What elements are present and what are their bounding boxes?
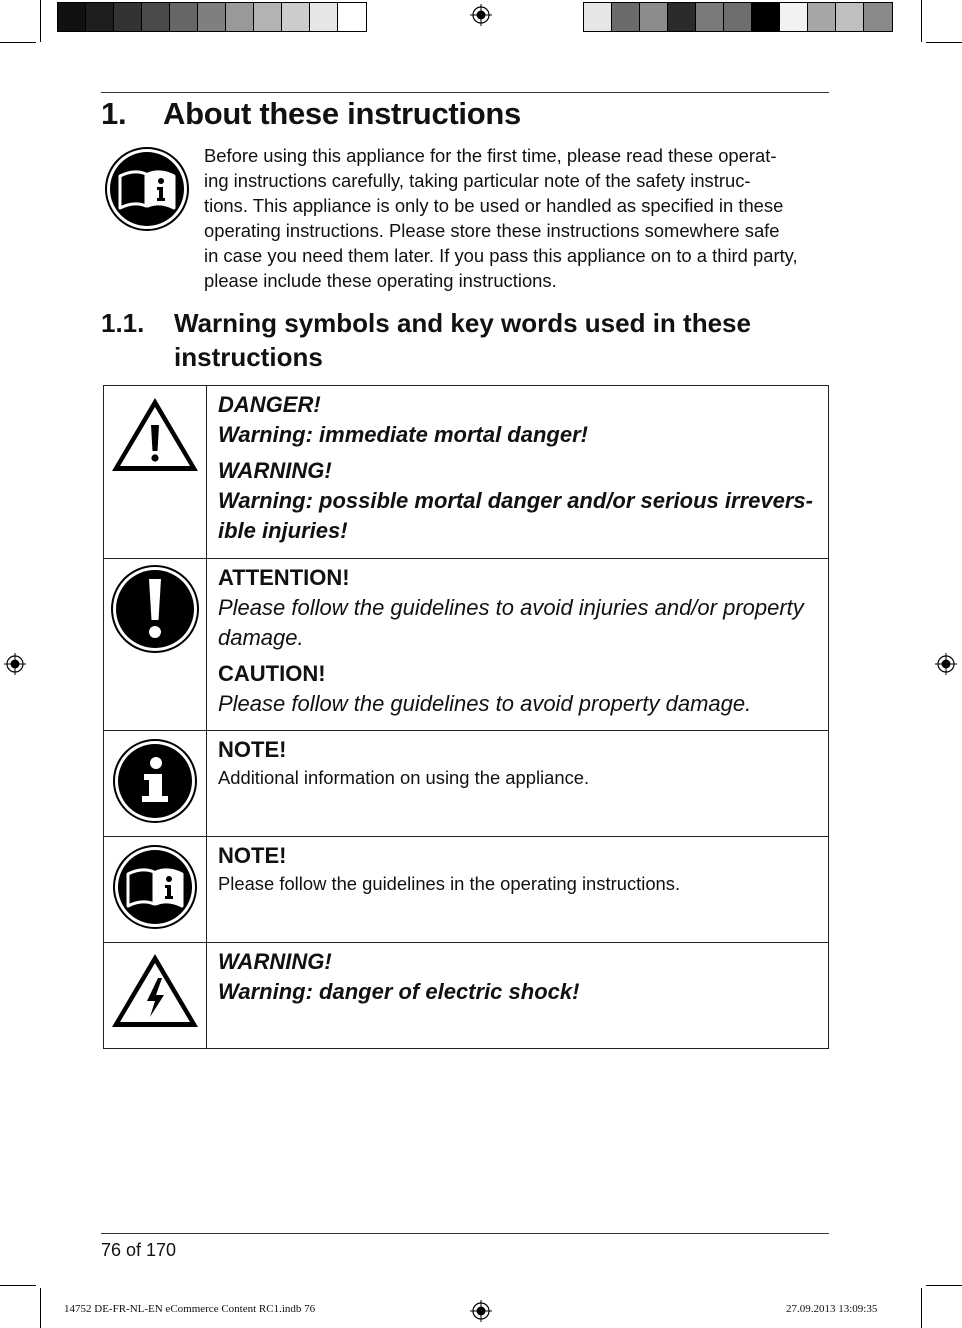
- keyword-note: NOTE!: [218, 737, 287, 762]
- section-title: About these instructions: [163, 96, 521, 131]
- registration-mark-icon: [470, 1300, 492, 1322]
- text-cell: [207, 837, 829, 943]
- color-swatch: [58, 3, 86, 31]
- color-bar-left: [57, 2, 367, 32]
- color-swatch: [142, 3, 170, 31]
- text-cell: [207, 386, 829, 559]
- color-swatch: [864, 3, 892, 31]
- keyword-caution: CAUTION!: [218, 661, 326, 686]
- description-line: Please follow the guidelines to avoid injuries and/or property: [218, 595, 804, 620]
- table-row: [104, 943, 829, 1049]
- crop-mark: [921, 0, 922, 42]
- text-cell: [207, 943, 829, 1049]
- color-swatch: [282, 3, 310, 31]
- text-cell: [207, 559, 829, 731]
- section-number: 1.: [101, 96, 127, 131]
- color-swatch: [170, 3, 198, 31]
- icon-cell: [104, 837, 207, 943]
- keyword-note: NOTE!: [218, 843, 287, 868]
- color-swatch: [310, 3, 338, 31]
- color-bar-right: [583, 2, 893, 32]
- keyword-description: Please follow the guidelines to avoid property damage.: [218, 691, 752, 716]
- color-swatch: [696, 3, 724, 31]
- table-row: [104, 731, 829, 837]
- page-number: 76 of 170: [101, 1240, 177, 1260]
- intro-line: operating instructions. Please store these instructions somewhere safe: [204, 220, 780, 241]
- print-slug-left: 14752 DE-FR-NL-EN eCommerce Content RC1.indb 76: [64, 1303, 316, 1315]
- keyword-danger: DANGER!: [218, 392, 321, 417]
- keyword-warning: WARNING!: [218, 949, 332, 974]
- warning-symbols-table: [103, 385, 829, 1049]
- crop-mark: [926, 1285, 962, 1286]
- color-swatch: [584, 3, 612, 31]
- color-swatch: [198, 3, 226, 31]
- crop-mark: [40, 0, 41, 42]
- subsection-number: 1.1.: [101, 308, 145, 338]
- section-heading: [101, 96, 521, 132]
- intro-line: Before using this appliance for the first time, please read these operat-: [204, 145, 777, 166]
- keyword-description: [218, 486, 828, 546]
- color-swatch: [612, 3, 640, 31]
- crop-mark: [0, 42, 36, 43]
- icon-cell: [104, 731, 207, 837]
- icon-cell: [104, 386, 207, 559]
- color-swatch: [226, 3, 254, 31]
- intro-line: in case you need them later. If you pass this appliance on to a third party,: [204, 245, 798, 266]
- text-cell: [207, 731, 829, 837]
- registration-mark-icon: [470, 4, 492, 26]
- intro-line: tions. This appliance is only to be used or handled as specified in these: [204, 195, 784, 216]
- description-line: damage.: [218, 625, 304, 650]
- description-line: Warning: possible mortal danger and/or serious irrevers-: [218, 488, 813, 513]
- color-swatch: [780, 3, 808, 31]
- table-row: [104, 837, 829, 943]
- icon-cell: [104, 559, 207, 731]
- icon-cell: [104, 943, 207, 1049]
- print-slug-right: 27.09.2013 13:09:35: [786, 1303, 878, 1315]
- color-swatch: [114, 3, 142, 31]
- registration-mark-icon: [4, 653, 26, 675]
- intro-paragraph: [204, 143, 836, 293]
- description-line: ible injuries!: [218, 518, 348, 543]
- bottom-rule: [101, 1233, 829, 1234]
- exclamation-circle-icon: [110, 564, 200, 654]
- keyword-warning: WARNING!: [218, 458, 332, 483]
- color-swatch: [338, 3, 366, 31]
- subsection-title-line: Warning symbols and key words used in these: [174, 308, 751, 338]
- color-swatch: [752, 3, 780, 31]
- keyword-description: Warning: danger of electric shock!: [218, 979, 580, 1004]
- color-swatch: [836, 3, 864, 31]
- info-circle-icon: [112, 738, 198, 824]
- color-swatch: [254, 3, 282, 31]
- color-swatch: [640, 3, 668, 31]
- top-rule: [101, 92, 829, 93]
- registration-mark-icon: [935, 653, 957, 675]
- warning-triangle-icon: [109, 395, 201, 475]
- color-swatch: [724, 3, 752, 31]
- table-row: [104, 559, 829, 731]
- intro-line: please include these operating instructions.: [204, 270, 557, 291]
- color-swatch: [808, 3, 836, 31]
- color-swatch: [668, 3, 696, 31]
- intro-line: ing instructions carefully, taking particular note of the safety instruc-: [204, 170, 751, 191]
- crop-mark: [926, 42, 962, 43]
- keyword-description: Warning: immediate mortal danger!: [218, 422, 588, 447]
- manual-info-icon: [112, 844, 198, 930]
- table-row: [104, 386, 829, 559]
- crop-mark: [921, 1288, 922, 1328]
- subsection-title-line: instructions: [174, 342, 323, 372]
- keyword-description: Additional information on using the appliance.: [218, 767, 590, 788]
- crop-mark: [40, 1288, 41, 1328]
- color-swatch: [86, 3, 114, 31]
- keyword-attention: ATTENTION!: [218, 565, 350, 590]
- keyword-description: Please follow the guidelines in the operating instructions.: [218, 873, 681, 894]
- keyword-description: [218, 593, 828, 653]
- crop-mark: [0, 1285, 36, 1286]
- electric-shock-icon: [109, 951, 201, 1031]
- manual-info-icon: [104, 146, 190, 232]
